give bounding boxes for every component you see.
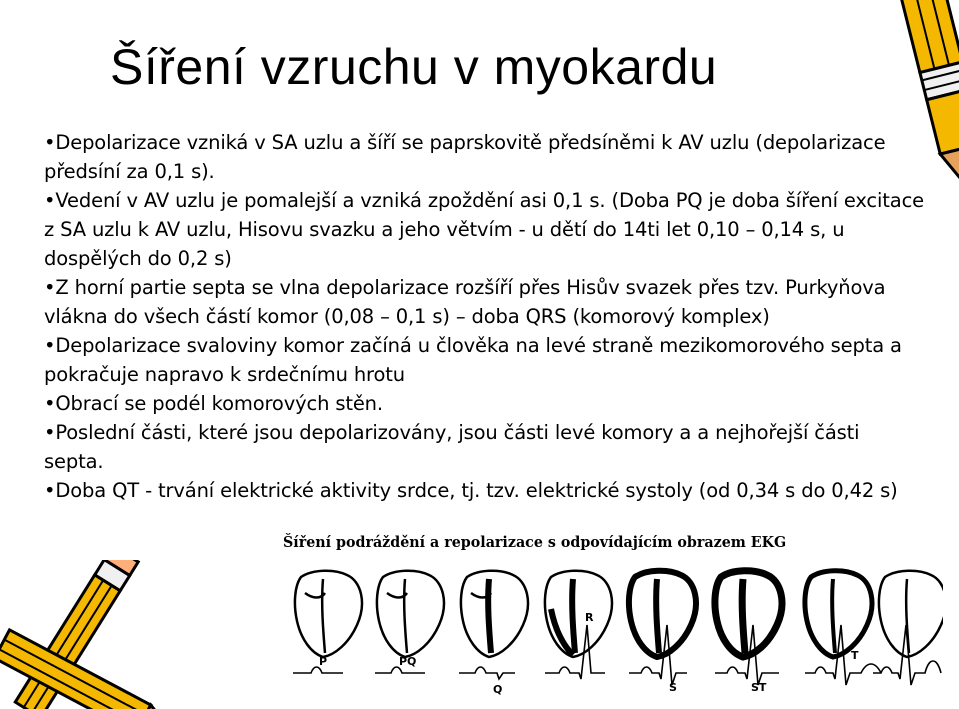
bullet-list [44, 128, 924, 505]
pencils-clipart-left [0, 560, 200, 709]
ecg-label: S [669, 681, 677, 694]
figure-caption: Šíření podráždění a repolarizace s odpovídajícím obrazem EKG [283, 533, 787, 551]
bullet-item: • Poslední části, které jsou depolarizovány, jsou části levé komory a a nejhořejší části septa. [44, 418, 924, 476]
ecg-label: T [851, 649, 859, 662]
bullet-item: • Doba QT - trvání elektrické aktivity srdce, tj. tzv. elektrické systoly (od 0,34 s do 0,42 s) [44, 476, 924, 505]
heart-drawing [545, 571, 612, 657]
heart-ecg-diagram [283, 533, 943, 709]
bullet-item: • Z horní partie septa se vlna depolarizace rozšíří přes Hisův svazek přes tzv. Purkyňova vlákna do všech částí komor (0,08 – 0,1 s) – doba QRS (komorový komplex) [44, 273, 924, 331]
ecg-label: PQ [399, 655, 417, 668]
ecg-label: R [585, 611, 594, 624]
heart-drawing [629, 571, 696, 657]
heart-drawing [377, 571, 444, 657]
bullet-item: • Depolarizace vzniká v SA uzlu a šíří se paprskovitě předsíněmi k AV uzlu (depolarizace předsíní za 0,1 s). [44, 128, 924, 186]
ecg-label: P [319, 655, 328, 668]
heart-drawing [295, 571, 362, 657]
bullet-item: • Obrací se podél komorových stěn. [44, 389, 924, 418]
heart-drawing [461, 571, 528, 657]
ecg-label: Q [493, 683, 503, 696]
page-title: Šíření vzruchu v myokardu [110, 39, 718, 95]
bullet-item: • Vedení v AV uzlu je pomalejší a vzniká zpoždění asi 0,1 s. (Doba PQ je doba šíření excitace z SA uzlu k AV uzlu, Hisovu svazku a jeho větvím - u dětí do 14ti let 0,10 – 0,14 s, u dospělých do 0,2 s) [44, 186, 924, 273]
heart-drawing [879, 571, 943, 657]
bullet-item: • Depolarizace svaloviny komor začíná u člověka na levé straně mezikomorového septa a pokračuje napravo k srdečnímu hrotu [44, 331, 924, 389]
depolarization-figure [283, 533, 943, 709]
ecg-label: ST [751, 681, 767, 694]
ecg-traces [293, 625, 941, 685]
heart-drawing [715, 571, 782, 657]
